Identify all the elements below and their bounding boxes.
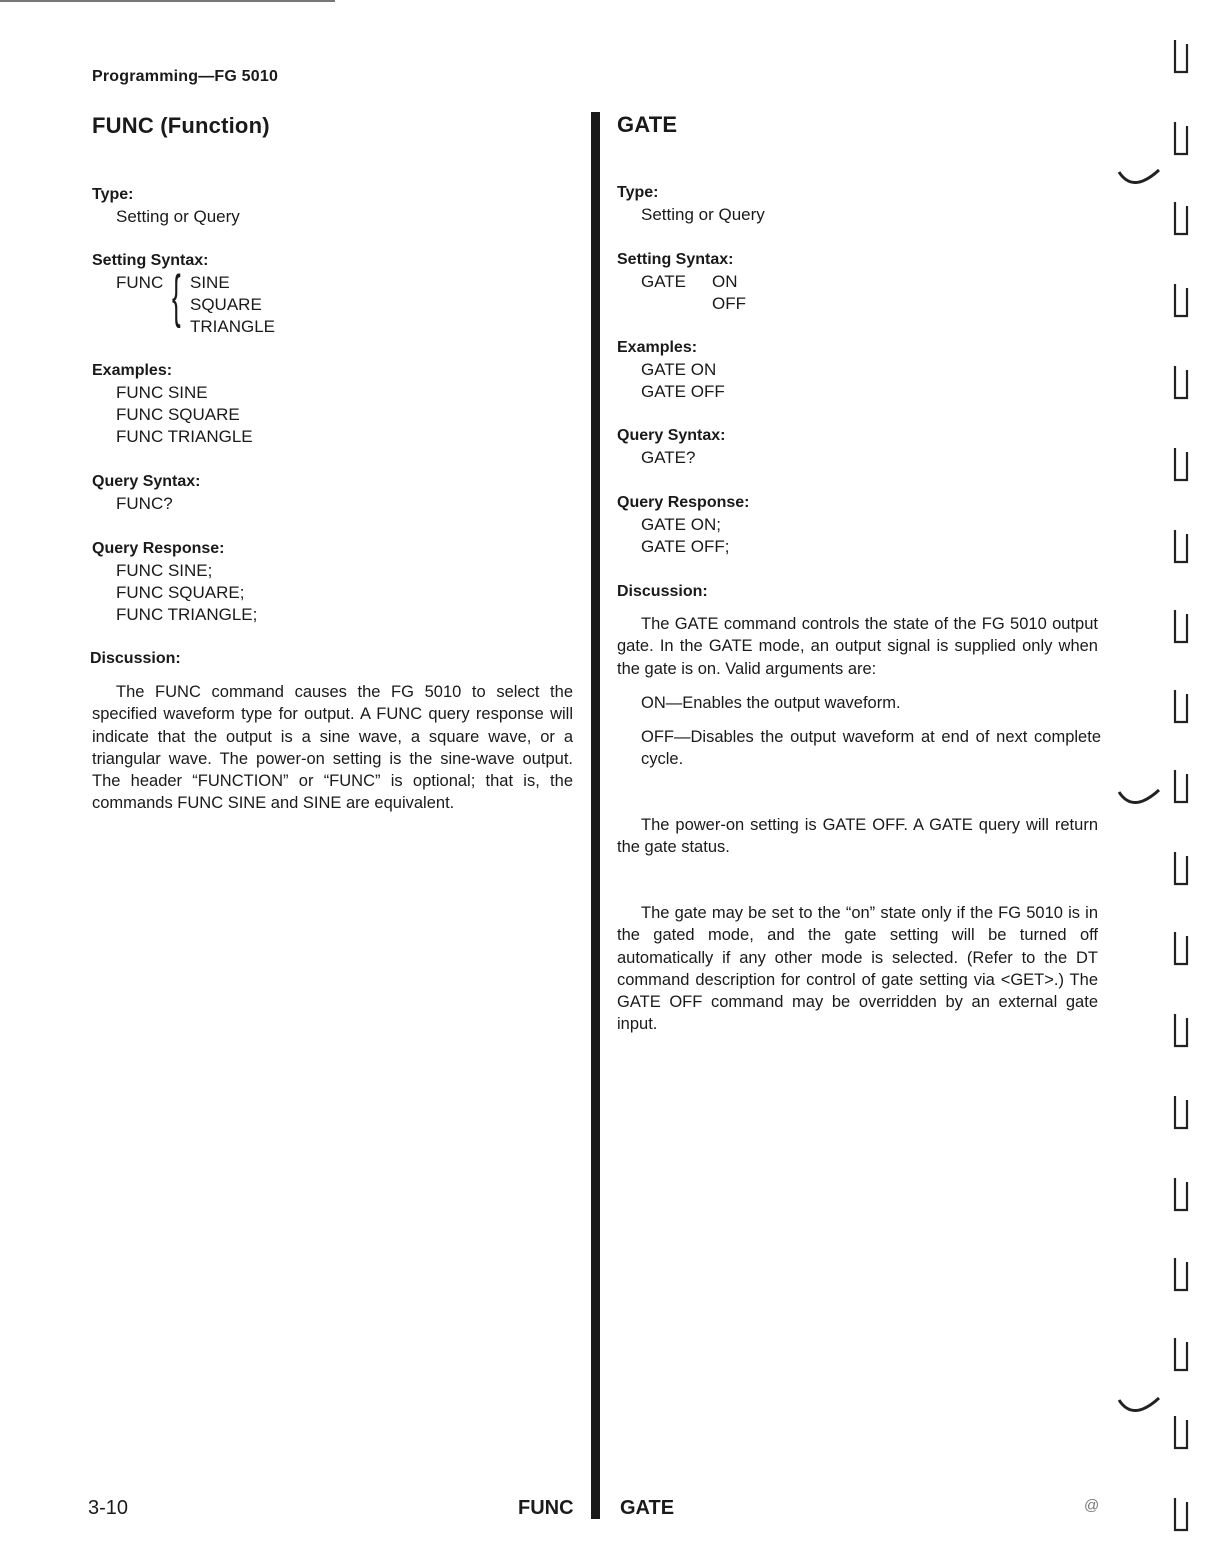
binding-hole-mark xyxy=(1172,1256,1190,1294)
binding-curve-mark xyxy=(1115,1388,1163,1429)
func-example: FUNC SQUARE xyxy=(116,405,240,424)
binding-hole-mark xyxy=(1172,850,1190,888)
func-example: FUNC TRIANGLE xyxy=(116,427,253,446)
gate-setting-arg: OFF xyxy=(712,294,746,313)
binding-hole-mark xyxy=(1172,1176,1190,1214)
gate-query-value: GATE? xyxy=(641,448,696,467)
gate-query-label: Query Syntax: xyxy=(617,427,726,444)
binding-hole-mark xyxy=(1172,120,1190,158)
func-response-label: Query Response: xyxy=(92,540,225,557)
func-setting-brace: { xyxy=(172,264,181,329)
gate-setting-cmd: GATE xyxy=(641,272,687,291)
func-setting-arg: SQUARE xyxy=(190,295,262,314)
binding-hole-mark xyxy=(1172,200,1190,238)
func-setting-cmd: FUNC xyxy=(116,273,164,292)
gate-discussion-intro: The GATE command controls the state of the FG 5010 output gate. In the GATE mode, an output signal is supplied only when the gate is on. Valid arguments are: xyxy=(617,615,1098,678)
running-head: Programming—FG 5010 xyxy=(92,68,279,85)
gate-example: GATE OFF xyxy=(641,382,725,401)
func-query-value: FUNC? xyxy=(116,494,173,513)
copyright-mark: @ xyxy=(1084,1497,1100,1514)
func-setting-label: Setting Syntax: xyxy=(92,252,209,269)
gate-example: GATE ON xyxy=(641,360,717,379)
func-type-label: Type: xyxy=(92,186,134,203)
binding-hole-mark xyxy=(1172,1012,1190,1050)
footer-tab-gate: GATE xyxy=(620,1497,675,1519)
binding-curve-mark xyxy=(1115,160,1163,201)
gate-arg-off: OFF—Disables the output waveform at end of next complete cycle. xyxy=(641,728,1101,769)
gate-response: GATE OFF; xyxy=(641,537,730,556)
gate-response: GATE ON; xyxy=(641,515,721,534)
func-response: FUNC TRIANGLE; xyxy=(116,605,258,624)
binding-hole-mark xyxy=(1172,1094,1190,1132)
gate-title: GATE xyxy=(617,112,678,137)
top-rule xyxy=(0,0,335,2)
binding-hole-mark xyxy=(1172,282,1190,320)
gate-setting-label: Setting Syntax: xyxy=(617,251,734,268)
func-discussion: The FUNC command causes the FG 5010 to select the specified waveform type for output. A FUNC query response will indicate that the output is a sine wave, a square wave, or a triangular wave. The power-on setting is the sine-wave output. The header “FUNCTION” or “FUNC” is optional; that is, the commands FUNC SINE and SINE are equivalent. xyxy=(92,683,573,813)
func-setting-arg: SINE xyxy=(190,273,230,292)
binding-hole-mark xyxy=(1172,528,1190,566)
binding-curve-mark xyxy=(1115,780,1163,821)
gate-response-label: Query Response: xyxy=(617,494,750,511)
gate-discussion-label: Discussion: xyxy=(617,583,708,600)
gate-discussion-power-on: The power-on setting is GATE OFF. A GATE query will return the gate status. xyxy=(617,816,1098,857)
gate-examples-label: Examples: xyxy=(617,339,698,356)
binding-hole-mark xyxy=(1172,688,1190,726)
binding-hole-mark xyxy=(1172,608,1190,646)
func-title: FUNC (Function) xyxy=(92,113,270,138)
column-divider xyxy=(591,112,600,1519)
gate-setting-arg: ON xyxy=(712,272,738,291)
func-discussion-label: Discussion: xyxy=(90,650,181,667)
binding-hole-mark xyxy=(1172,446,1190,484)
func-example: FUNC SINE xyxy=(116,383,208,402)
binding-hole-mark xyxy=(1172,38,1190,76)
gate-arg-on: ON—Enables the output waveform. xyxy=(641,694,901,712)
binding-hole-mark xyxy=(1172,768,1190,806)
gate-type-label: Type: xyxy=(617,184,659,201)
func-response: FUNC SQUARE; xyxy=(116,583,245,602)
func-examples-label: Examples: xyxy=(92,362,173,379)
binding-hole-mark xyxy=(1172,930,1190,968)
func-type-value: Setting or Query xyxy=(116,207,240,226)
gate-type-value: Setting or Query xyxy=(641,205,765,224)
func-response: FUNC SINE; xyxy=(116,561,213,580)
gate-discussion-gated-mode: The gate may be set to the “on” state only if the FG 5010 is in the gated mode, and the gate setting will be turned off automatically if any other mode is selected. (Refer to the DT command description for control of gate setting via <GET>.) The GATE OFF command may be overridden by an external gate input. xyxy=(617,904,1098,1034)
func-setting-arg: TRIANGLE xyxy=(190,317,276,336)
page-number: 3-10 xyxy=(88,1497,129,1519)
binding-hole-mark xyxy=(1172,364,1190,402)
footer-tab-func: FUNC xyxy=(518,1497,574,1519)
binding-hole-mark xyxy=(1172,1496,1190,1534)
binding-hole-mark xyxy=(1172,1336,1190,1374)
binding-hole-mark xyxy=(1172,1414,1190,1452)
func-query-label: Query Syntax: xyxy=(92,473,201,490)
